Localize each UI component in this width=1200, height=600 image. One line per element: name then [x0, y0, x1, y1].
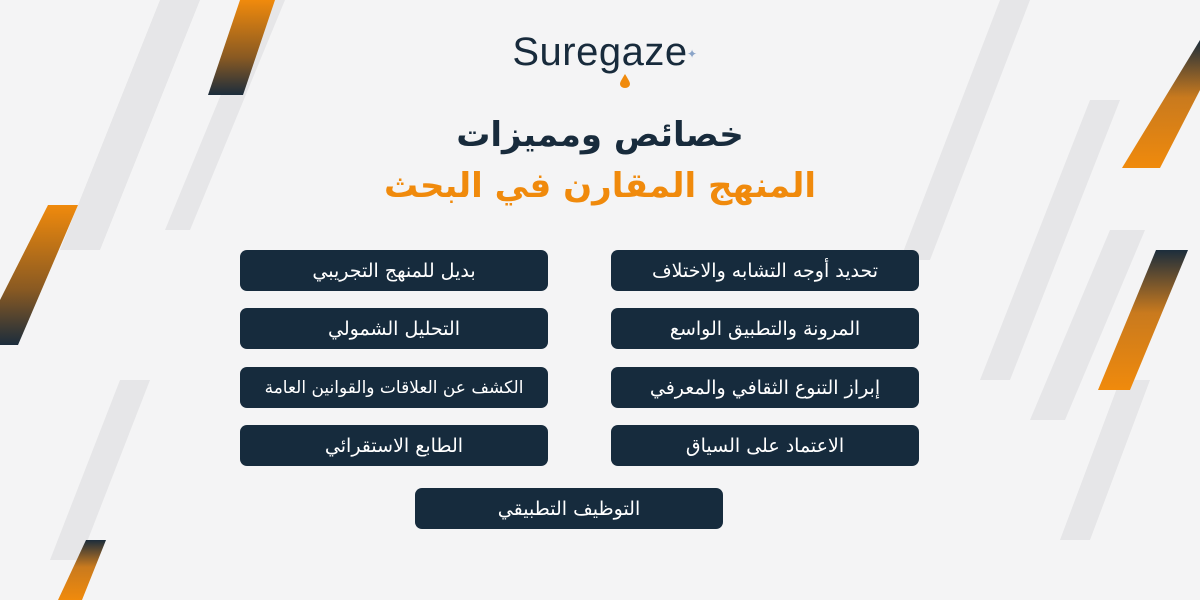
- heading-line-2: المنهج المقارن في البحث: [383, 166, 817, 206]
- drop-icon: [620, 74, 630, 88]
- feature-cultural-diversity: إبراز التنوع الثقافي والمعرفي: [611, 367, 919, 408]
- feature-similarities: تحديد أوجه التشابه والاختلاف: [611, 250, 919, 291]
- feature-experimental-alternative: بديل للمنهج التجريبي: [240, 250, 548, 291]
- feature-context: الاعتماد على السياق: [611, 425, 919, 466]
- feature-holistic-analysis: التحليل الشمولي: [240, 308, 548, 349]
- feature-flexibility: المرونة والتطبيق الواسع: [611, 308, 919, 349]
- feature-inductive: الطابع الاستقرائي: [240, 425, 548, 466]
- brand-logo: [0, 28, 1200, 76]
- logo-text: Suregaze: [512, 30, 688, 74]
- feature-applied-use: التوظيف التطبيقي: [415, 488, 723, 529]
- stripe-mid-left: [0, 205, 78, 345]
- heading-line-1: خصائص ومميزات: [456, 115, 744, 155]
- feature-laws-discovery: الكشف عن العلاقات والقوانين العامة: [240, 367, 548, 408]
- sparkle-icon: ✦: [687, 47, 698, 61]
